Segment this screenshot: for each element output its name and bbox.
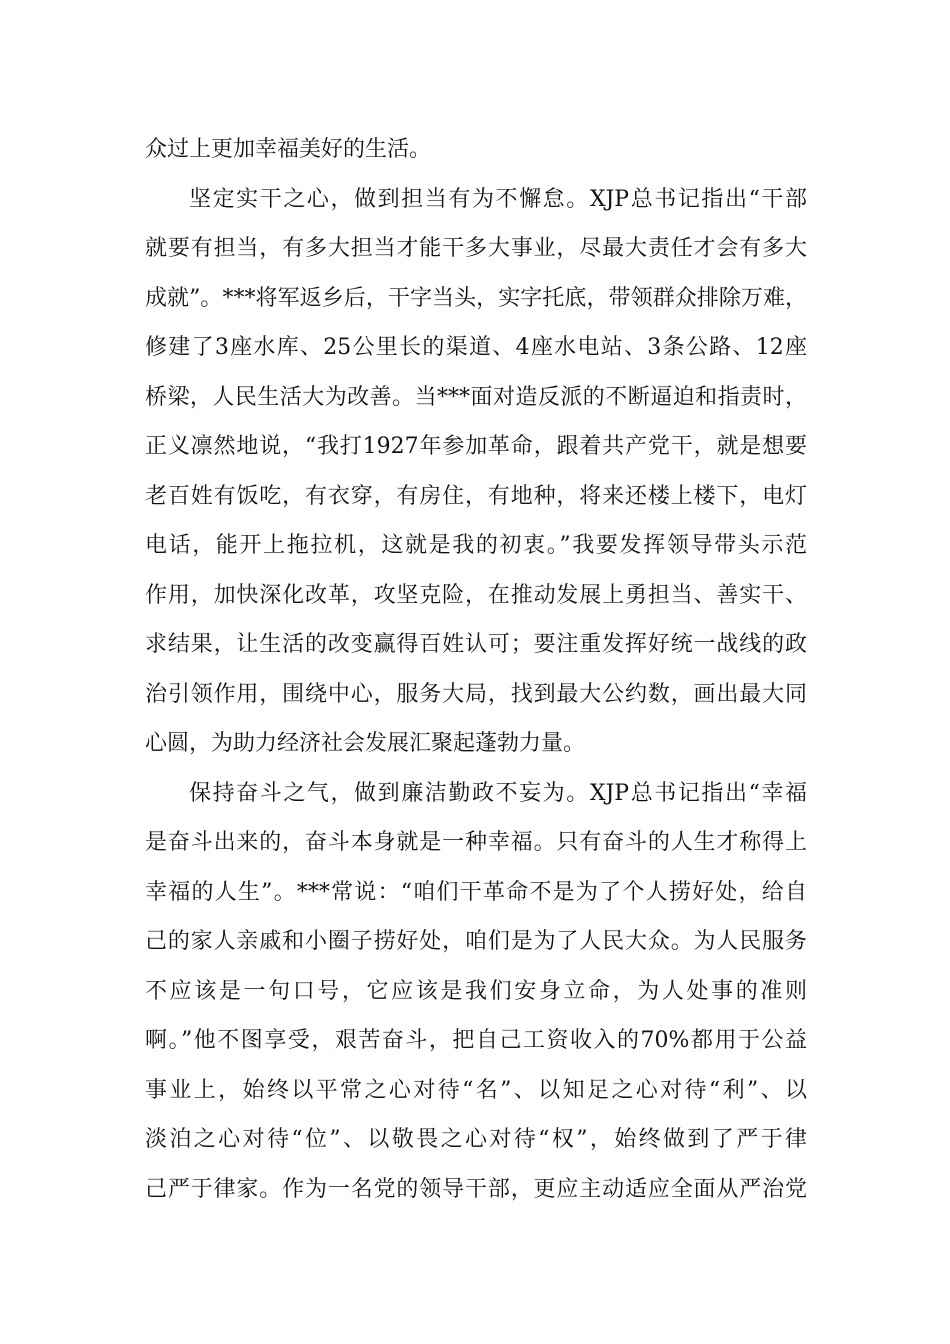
text-line: 保持奋斗之气，做到廉洁勤政不妄为。XJP总书记指出“幸福 <box>189 780 807 806</box>
text-line: 事业上，始终以平常之心对待“名”、以知足之心对待“利”、以 <box>145 1077 807 1103</box>
text-line: 不应该是一句口号，它应该是我们安身立命，为人处事的准则 <box>145 978 807 1004</box>
text-line: 心圆，为助力经济社会发展汇聚起蓬勃力量。 <box>145 731 586 756</box>
text-line: 电话，能开上拖拉机，这就是我的初衷。”我要发挥领导带头示范 <box>145 533 807 558</box>
text-line: 正义凛然地说，“我打1927年参加革命，跟着共产党干，就是想要 <box>145 434 807 459</box>
document-body <box>145 125 807 1214</box>
text-line: 修建了3座水库、25公里长的渠道、4座水电站、3条公路、12座 <box>145 335 807 360</box>
text-line: 幸福的人生”。***常说：“咱们干革命不是为了个人捞好处，给自 <box>145 879 807 905</box>
text-line: 啊。”他不图享受，艰苦奋斗，把自己工资收入的70%都用于公益 <box>145 1028 807 1053</box>
text-line: 坚定实干之心，做到担当有为不懈怠。XJP总书记指出“干部 <box>189 186 807 212</box>
text-line: 求结果，让生活的改变赢得百姓认可；要注重发挥好统一战线的政 <box>145 632 807 657</box>
text-line: 己的家人亲戚和小圈子捞好处，咱们是为了人民大众。为人民服务 <box>145 929 807 954</box>
text-line: 治引领作用，围绕中心，服务大局，找到最大公约数，画出最大同 <box>145 681 807 707</box>
text-line: 己严于律家。作为一名党的领导干部，更应主动适应全面从严治党 <box>145 1176 807 1202</box>
text-line: 桥梁，人民生活大为改善。当***面对造反派的不断逼迫和指责时， <box>145 384 807 410</box>
text-line: 老百姓有饭吃，有衣穿，有房住，有地种，将来还楼上楼下，电灯 <box>145 483 807 509</box>
text-line: 成就”。***将军返乡后，干字当头，实字托底，带领群众排除万难， <box>145 285 807 311</box>
text-line: 就要有担当，有多大担当才能干多大事业，尽最大责任才会有多大 <box>145 236 807 261</box>
text-line: 是奋斗出来的，奋斗本身就是一种幸福。只有奋斗的人生才称得上 <box>145 830 807 855</box>
text-line: 作用，加快深化改革，攻坚克险，在推动发展上勇担当、善实干、 <box>145 582 807 608</box>
text-line: 淡泊之心对待“位”、以敬畏之心对待“权”，始终做到了严于律 <box>145 1127 807 1152</box>
text-line: 众过上更加幸福美好的生活。 <box>145 137 432 162</box>
